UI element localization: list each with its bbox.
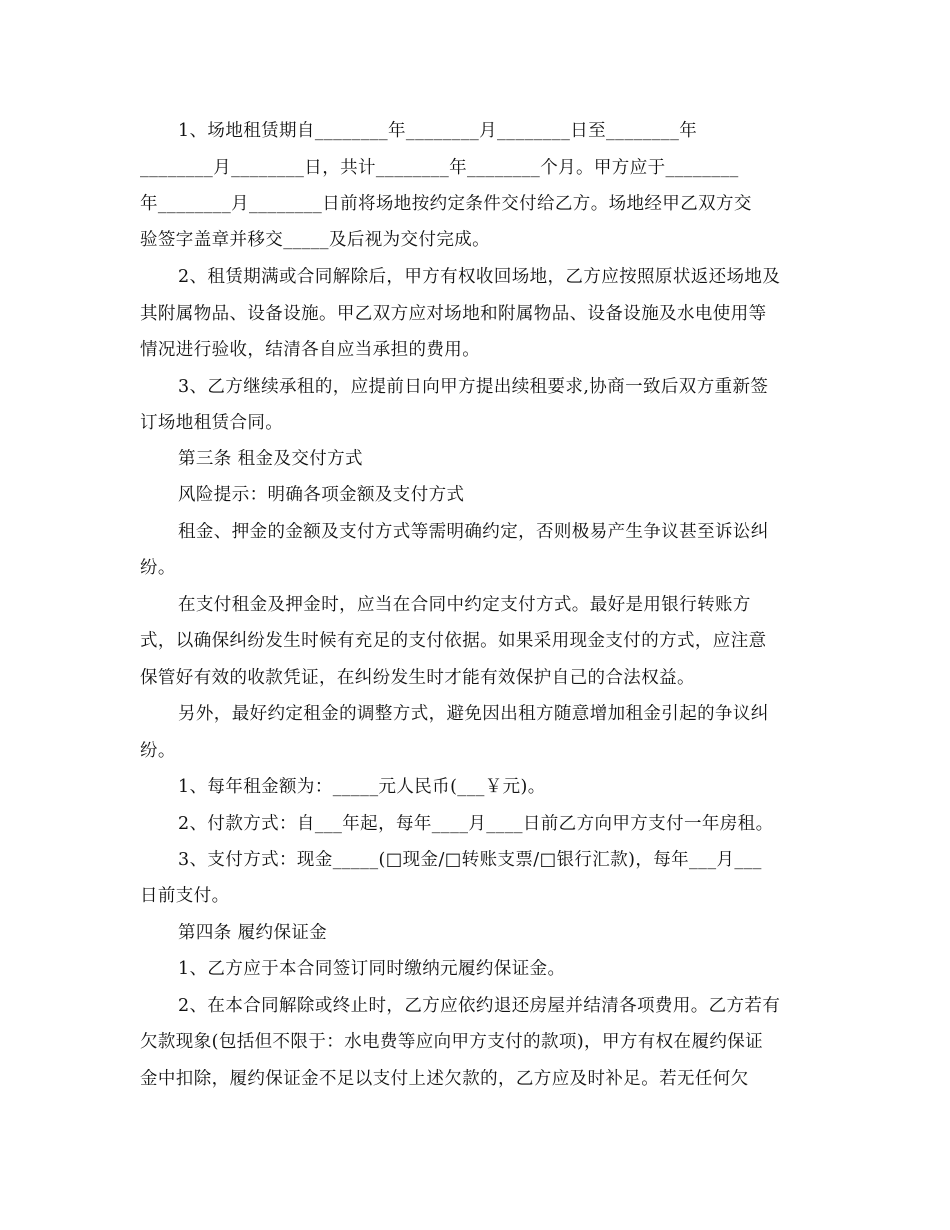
- section-heading: 第三条 租金及交付方式: [178, 449, 363, 469]
- risk-note: 风险提示：明确各项金额及支付方式: [178, 485, 465, 505]
- text-line: 年________月________日前将场地按约定条件交付给乙方。场地经甲乙双方交: [140, 194, 752, 214]
- text-line: 2、租赁期满或合同解除后，甲方有权收回场地，乙方应按照原状返还场地及: [178, 267, 781, 287]
- text-line: 租金、押金的金额及支付方式等需明确约定，否则极易产生争议甚至诉讼纠: [178, 522, 769, 542]
- text-line: 欠款现象(包括但不限于：水电费等应向甲方支付的款项)，甲方有权在履约保证: [140, 1032, 764, 1052]
- text-line: 1、乙方应于本合同签订同时缴纳元履约保证金。: [178, 959, 566, 979]
- text-line: 式，以确保纠纷发生时候有充足的支付依据。如果采用现金支付的方式，应注意: [140, 631, 767, 651]
- text-line: 在支付租金及押金时，应当在合同中约定支付方式。最好是用银行转账方: [178, 595, 751, 615]
- text-line: 金中扣除，履约保证金不足以支付上述欠款的，乙方应及时补足。若无任何欠: [140, 1069, 749, 1089]
- text-line: 3、乙方继续承租的，应提前日向甲方提出续租要求,协商一致后双方重新签: [178, 377, 769, 397]
- text-line: 2、付款方式：自___年起，每年____月____日前乙方向甲方支付一年房租。: [178, 814, 774, 834]
- text-line: 验签字盖章并移交_____及后视为交付完成。: [140, 230, 491, 250]
- text-line: 纷。: [140, 558, 176, 578]
- text-line: 纷。: [140, 741, 176, 761]
- text-line: 另外，最好约定租金的调整方式，避免因出租方随意增加租金引起的争议纠: [178, 704, 769, 724]
- text-line: ________月________日，共计________年________个月。甲方应于________: [140, 158, 739, 178]
- text-line: 1、每年租金额为：_____元人民币(___￥元)。: [178, 777, 546, 797]
- section-heading: 第四条 履约保证金: [178, 923, 328, 943]
- text-line: 订场地租赁合同。: [140, 413, 284, 433]
- text-line: 2、在本合同解除或终止时，乙方应依约退还房屋并结清各项费用。乙方若有: [178, 996, 781, 1016]
- text-line: 情况进行验收，结清各自应当承担的费用。: [140, 340, 481, 360]
- text-line: 保管好有效的收款凭证，在纠纷发生时才能有效保护自己的合法权益。: [140, 668, 695, 688]
- text-line: 其附属物品、设备设施。甲乙双方应对场地和附属物品、设备设施及水电使用等: [140, 304, 767, 324]
- text-line: 1、场地租赁期自________年________月________日至________年: [178, 121, 698, 141]
- text-line: 3、支付方式：现金_____(□现金/□转账支票/□银行汇款)，每年___月___: [178, 850, 762, 870]
- text-line: 日前支付。: [140, 886, 230, 906]
